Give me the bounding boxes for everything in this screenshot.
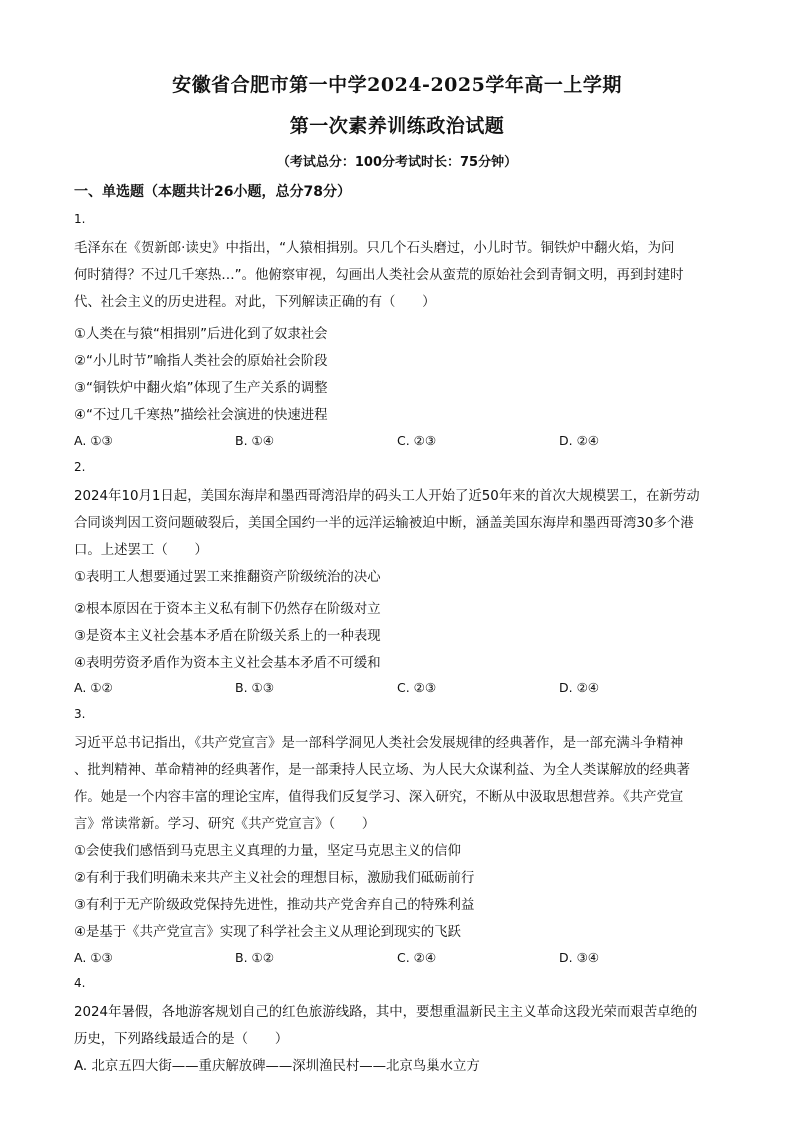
option-a[interactable]: A. 北京五四大街——重庆解放碑——深圳渔民村——北京鸟巢水立方 xyxy=(74,1059,480,1074)
option-b[interactable]: B. ①② xyxy=(235,950,274,965)
exam-title-line2: 第一次素养训练政治试题 xyxy=(289,115,505,137)
question-item: ②有利于我们明确未来共产主义社会的理想目标，激励我们砥砺前行 xyxy=(74,871,475,886)
question-stem-line: 言》常读常新。学习、研究《共产党宣言》（ ） xyxy=(74,817,376,832)
option-c[interactable]: C. ②④ xyxy=(397,950,437,965)
option-d[interactable]: D. ③④ xyxy=(559,950,599,965)
question-stem-line: 代、社会主义的历史进程。对此，下列解读正确的有（ ） xyxy=(74,295,436,310)
question-stem-line: 毛泽东在《贺新郎·读史》中指出，“人猿相揖别。只几个石头磨过，小儿时节。铜铁炉中翻火焰，为问 xyxy=(74,241,675,256)
option-d[interactable]: D. ②④ xyxy=(559,680,599,695)
question-item: ④表明劳资矛盾作为资本主义社会基本矛盾不可缓和 xyxy=(74,656,381,671)
question-item: ③有利于无产阶级政党保持先进性，推动共产党舍弃自己的特殊利益 xyxy=(74,898,475,913)
question-stem-line: 历史，下列路线最适合的是（ ） xyxy=(74,1032,289,1047)
exam-title-line1: 安徽省合肥市第一中学2024-2025学年高一上学期 xyxy=(172,74,622,96)
option-a[interactable]: A. ①③ xyxy=(74,950,113,965)
question-number: 1. xyxy=(74,212,86,226)
question-item: ②根本原因在于资本主义私有制下仍然存在阶级对立 xyxy=(74,602,381,617)
question-item: ③是资本主义社会基本矛盾在阶级关系上的一种表现 xyxy=(74,629,381,644)
option-c[interactable]: C. ②③ xyxy=(397,680,437,695)
option-a[interactable]: A. ①③ xyxy=(74,433,113,448)
question-item: ①会使我们感悟到马克思主义真理的力量，坚定马克思主义的信仰 xyxy=(74,844,461,859)
question-item: ①人类在与猿“相揖别”后进化到了奴隶社会 xyxy=(74,327,328,342)
question-number: 3. xyxy=(74,707,86,721)
option-d[interactable]: D. ②④ xyxy=(559,433,599,448)
question-item: ②“小儿时节”喻指人类社会的原始社会阶段 xyxy=(74,354,328,369)
question-number: 2. xyxy=(74,460,86,474)
question-item: ④是基于《共产党宣言》实现了科学社会主义从理论到现实的飞跃 xyxy=(74,925,461,940)
question-stem-line: 合同谈判因工资问题破裂后，美国全国约一半的远洋运输被迫中断，涵盖美国东海岸和墨西哥湾30多个港 xyxy=(74,516,694,531)
question-item: ④“不过几千寒热”描绘社会演进的快速进程 xyxy=(74,408,328,423)
option-b[interactable]: B. ①③ xyxy=(235,680,274,695)
question-stem-line: 作。她是一个内容丰富的理论宝库，值得我们反复学习、深入研究，不断从中汲取思想营养。《共产党宣 xyxy=(74,790,684,805)
question-stem-line: 何时猜得？不过几千寒热…”。他俯察审视，勾画出人类社会从蛮荒的原始社会到青铜文明，再到封建时 xyxy=(74,268,684,283)
question-item: ①表明工人想要通过罢工来推翻资产阶级统治的决心 xyxy=(74,570,381,585)
question-stem-line: 2024年10月1日起，美国东海岸和墨西哥湾沿岸的码头工人开始了近50年来的首次大规模罢工，在新劳动 xyxy=(74,489,700,504)
option-c[interactable]: C. ②③ xyxy=(397,433,437,448)
question-stem-line: 口。上述罢工（ ） xyxy=(74,543,208,558)
question-item: ③“铜铁炉中翻火焰”体现了生产关系的调整 xyxy=(74,381,328,396)
exam-subtitle: （考试总分：100分考试时长：75分钟） xyxy=(276,155,518,170)
question-stem-line: 2024年暑假，各地游客规划自己的红色旅游线路，其中，要想重温新民主主义革命这段光荣而艰苦卓绝的 xyxy=(74,1005,698,1020)
question-stem-line: 习近平总书记指出，《共产党宣言》是一部科学洞见人类社会发展规律的经典著作，是一部充满斗争精神 xyxy=(74,736,684,751)
question-stem-line: 、批判精神、革命精神的经典著作，是一部秉持人民立场、为人民大众谋利益、为全人类谋解放的经典著 xyxy=(74,763,690,778)
question-number: 4. xyxy=(74,976,86,990)
section-heading: 一、单选题（本题共计26小题，总分78分） xyxy=(74,184,351,200)
option-a[interactable]: A. ①② xyxy=(74,680,113,695)
option-b[interactable]: B. ①④ xyxy=(235,433,274,448)
